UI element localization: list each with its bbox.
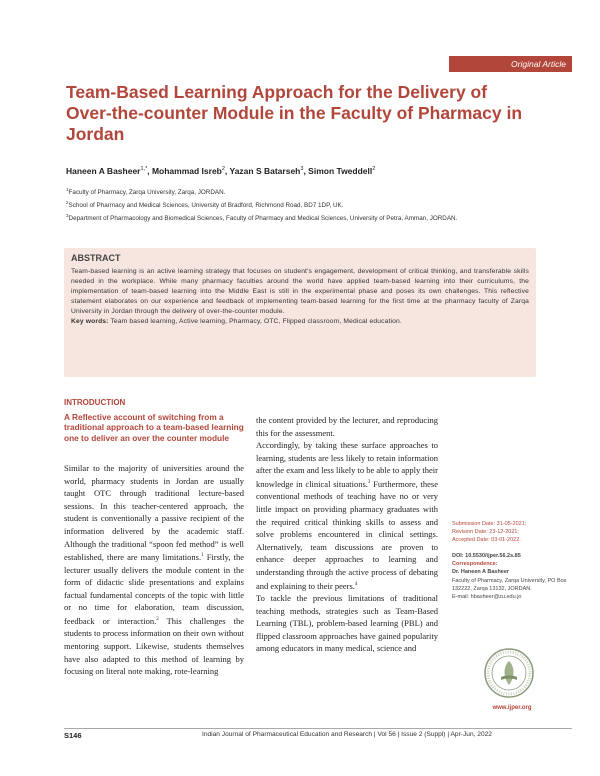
author-name: Haneen A Basheer: [66, 166, 141, 176]
citation: 3: [367, 479, 371, 485]
citation: 2: [156, 616, 159, 622]
article-title: Team-Based Learning Approach for the Delivery of Over-the-counter Module in the Faculty of Pharmacy in Jordan: [66, 82, 523, 144]
affiliation-item: [66, 198, 546, 211]
author-affil-sup: 1,*: [140, 166, 148, 173]
abstract-body: [71, 267, 529, 326]
affiliation-num: 3: [66, 213, 69, 219]
affiliation-item: [66, 211, 546, 224]
journal-website-link[interactable]: www.ijper.org: [492, 705, 532, 711]
paragraph: the content provided by the lecturer, and reproducing this for the assessment.: [256, 415, 438, 438]
citation: 1: [201, 553, 204, 559]
affiliation-num: 2: [66, 200, 69, 206]
paragraph: [256, 439, 438, 592]
affiliation-text: School of Pharmacy and Medical Sciences, University of Bradford, Richmond Road, BD7 1DP, UK.: [68, 202, 344, 210]
keywords-text: Team based learning, Active learning, Pharmacy, OTC, Flipped classroom, Medical education.: [110, 317, 402, 325]
text-run: Similar to the majority of universities around the world, pharmacy students in Jordan are usually taught OTC through traditional lecture-based sessions. In this teacher-centered approach, the student is conventionally a passive recipient of the information delivered by the academic staff. Although the traditional “spoon fed method” is well established, there are many limitations.: [64, 463, 244, 562]
correspondence-email[interactable]: E-mail: hbasheer@zu.edu.jo: [452, 593, 522, 600]
journal-citation: Indian Journal of Pharmaceutical Education and Research | Vol 56 | Issue 2 (Suppl) | Apr-Jun, 2022: [202, 731, 492, 738]
author-name: Yazan S Batarseh: [229, 166, 301, 176]
text-run: This challenges the students to process information on their own without mentoring support. Likewise, students themselves have also adapted to this method of learning by focusing on literal note making, rote-learning: [64, 615, 244, 677]
correspondence-address: Faculty of Pharmacy, Zarqa University, PO Box 132222, Zarqa 13132, JORDAN.: [452, 577, 567, 592]
affiliation-num: 1: [66, 187, 69, 192]
subsection-heading: A Reflective account of switching from a traditional approach to a team-based learning one to deliver an over the counter module: [64, 412, 244, 443]
correspondence-name: Dr. Haneen A Basheer: [452, 569, 510, 576]
author-list: Haneen A Basheer$^{1,*}$, Mohammad Isreb$^2$, Yazan S Batarseh$^3$, Simon Tweddell$^2$: [66, 166, 376, 176]
author-affil-sup: 2: [372, 166, 376, 173]
correspondence-label: Correspondence:: [452, 561, 498, 568]
affiliation-text: Department of Pharmacology and Biomedical Sciences, Faculty of Pharmacy and Medical Sciences, University of Petra, Amman, JORDAN.: [68, 215, 458, 223]
author-name: Mohammad Isreb: [151, 166, 222, 176]
page-number: S146: [64, 731, 82, 740]
abstract-heading: ABSTRACT: [71, 253, 121, 263]
paragraph: [64, 462, 244, 678]
affiliations: [66, 185, 546, 224]
affiliation-item: [66, 185, 546, 198]
author-name: Simon Tweddell: [308, 166, 373, 176]
submission-date: Submission Date: 31-05-2021;: [452, 521, 527, 527]
revision-date: Revision Date: 23-12-2021;: [452, 529, 519, 536]
body-column-right: [256, 414, 438, 655]
doi-link[interactable]: DOI: 10.5530/ijper.56.2s.85: [452, 553, 521, 560]
paragraph: To tackle the previous limitations of traditional teaching methods, strategies such as Team-Based Learning (TBL), problem-based learning (PBL) and flipped classroom approaches have gained popularity among educators in many medical, science and: [256, 592, 438, 654]
text-run: Furthermore, these conventional methods of teaching have no or very little impact on providing pharmacy graduates with the required critical thinking skills to assess and solve problems encountered in clinical settings. Alternatively, team discussions are proven to enhance deeper approaches to learning and understanding through the active process of debating and explaining to their peers.: [256, 478, 438, 591]
section-heading-introduction: INTRODUCTION: [64, 398, 126, 407]
accepted-date: Accepted Date: 03-01-2022.: [452, 537, 521, 544]
article-sidebar: [452, 520, 572, 601]
author-affil-sup: 3: [300, 166, 304, 173]
citation: 4: [354, 581, 358, 587]
footer-divider: [64, 728, 572, 729]
text-run: Accordingly, by taking these surface approaches to learning, students are less likely to retain information after the exam and less likely to be able to apply their knowledge in clinical situations.: [256, 440, 438, 489]
abstract-box: [64, 248, 536, 377]
affiliation-text: Faculty of Pharmacy, Zarqa University, Zarqa, JORDAN.: [68, 189, 226, 197]
text-run: Firstly, the lecturer usually delivers the module content in the form of didactic slide presentations and explains factual fundamental concepts of the topic with little or no time for elaboration, team discussion, feedback or interaction.: [64, 551, 244, 626]
article-type-badge: Original Article: [449, 56, 572, 72]
author-affil-sup: 2: [221, 166, 225, 173]
keywords-label: Key words:: [71, 317, 109, 325]
body-column-left: [64, 462, 244, 678]
journal-seal-icon: [483, 647, 535, 699]
abstract-text: Team-based learning is an active learning strategy that focuses on student's engagement, development of critical thinking, and transferable skills needed in the workplace. While many pharmacy faculties around the world have applied team-based learning into their curriculums, the implementation of team-based learning into the Middle East is still in the experimental phase and poses its own challenges. This reflective statement elaborates on our experience and feedback of implementing team-based learning for the first time at the pharmacy faculty of Zarqa University in Jordan through the delivery of over-the-counter module.: [71, 268, 529, 315]
